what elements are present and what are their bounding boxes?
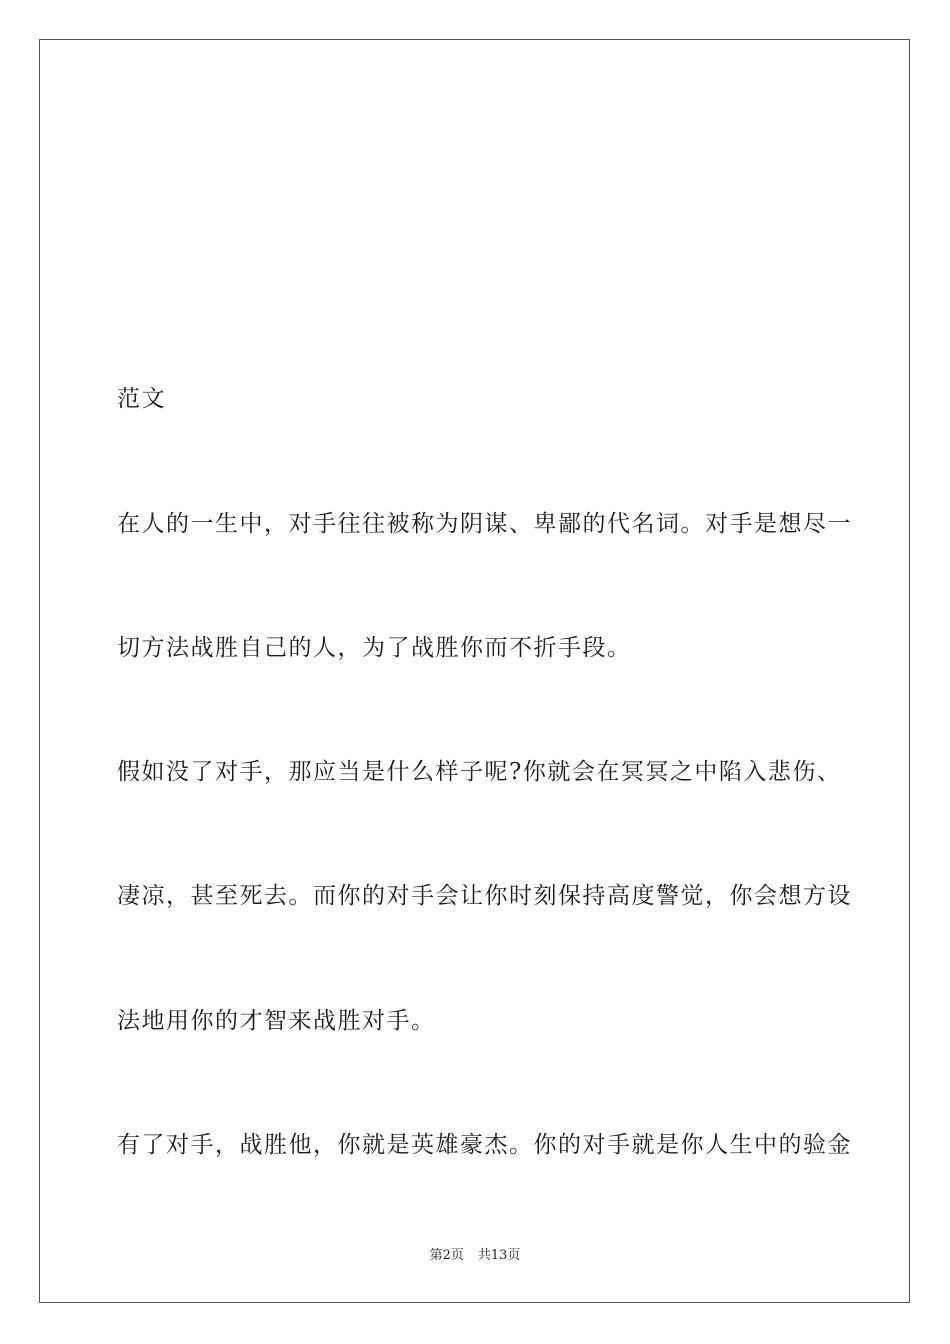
body-line: 凄凉，甚至死去。而你的对手会让你时刻保持高度警觉，你会想方设 bbox=[117, 883, 852, 909]
body-line: 假如没了对手，那应当是什么样子呢?你就会在冥冥之中陷入悲伤、 bbox=[117, 759, 842, 785]
page-total: 共13页 bbox=[477, 1248, 521, 1263]
body-line: 在人的一生中，对手往往被称为阴谋、卑鄙的代名词。对手是想尽一 bbox=[117, 511, 852, 537]
doc-heading: 范文 bbox=[117, 386, 166, 412]
body-line: 有了对手，战胜他，你就是英雄豪杰。你的对手就是你人生中的验金 bbox=[117, 1132, 852, 1158]
body-line: 法地用你的才智来战胜对手。 bbox=[117, 1008, 436, 1034]
body-line: 切方法战胜自己的人，为了战胜你而不折手段。 bbox=[117, 635, 632, 661]
page-footer bbox=[0, 1247, 950, 1265]
page-number: 第2页 bbox=[429, 1248, 464, 1263]
page-border bbox=[39, 39, 910, 1303]
